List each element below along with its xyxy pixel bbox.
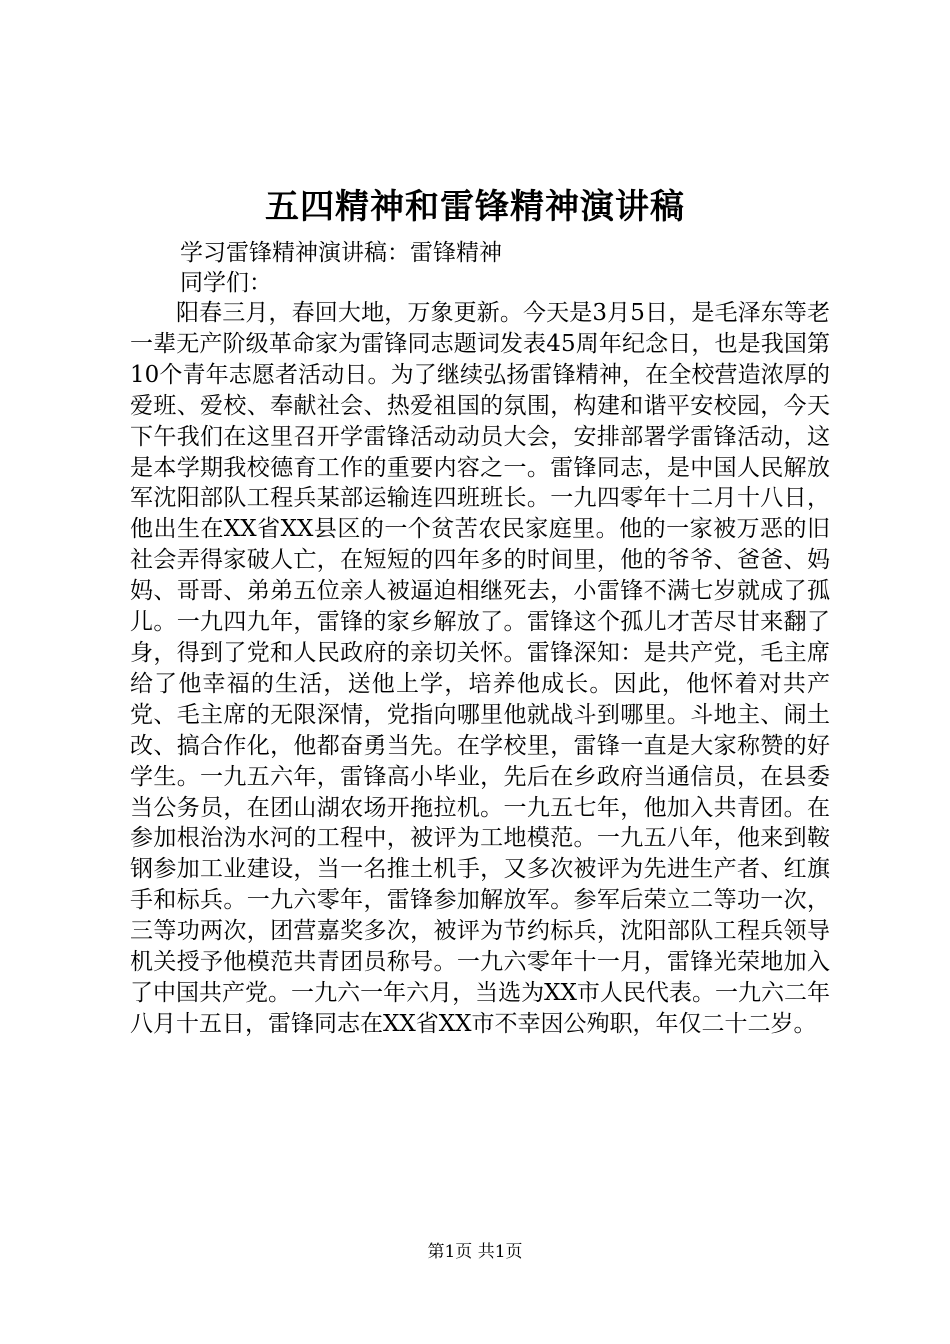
- document-subtitle: 学习雷锋精神演讲稿：雷锋精神: [180, 240, 502, 266]
- document-title: 五四精神和雷锋精神演讲稿: [265, 187, 685, 227]
- page-number-footer: 第1页 共1页: [427, 1242, 523, 1262]
- speech-body-paragraph: 阳春三月，春回大地，万象更新。今天是3月5日，是毛泽东等老一辈无产阶级革命家为雷锋同志题词发表45周年纪念日，也是我国第10个青年志愿者活动日。为了继续弘扬雷锋精神，在全校营造浓厚的爱班、爱校、奉献社会、热爱祖国的氛围，构建和谐平安校园，今天下午我们在这里召开学雷锋活动动员大会，安排部署学雷锋活动，这是本学期我校德育工作的重要内容之一。雷锋同志，是中国人民解放军沈阳部队工程兵某部运输连四班班长。一九四零年十二月十八日，他出生在XX省XX县区的一个贫苦农民家庭里。他的一家被万恶的旧社会弄得家破人亡，在短短的四年多的时间里，他的爷爷、爸爸、妈妈、哥哥、弟弟五位亲人被逼迫相继死去，小雷锋不满七岁就成了孤儿。一九四九年，雷锋的家乡解放了。雷锋这个孤儿才苦尽甘来翻了身，得到了党和人民政府的亲切关怀。雷锋深知：是共产党，毛主席给了他幸福的生活，送他上学，培养他成长。因此，他怀着对共产党、毛主席的无限深情，党指向哪里他就战斗到哪里。斗地主、闹土改、搞合作化，他都奋勇当先。在学校里，雷锋一直是大家称赞的好学生。一九五六年，雷锋高小毕业，先后在乡政府当通信员，在县委当公务员，在团山湖农场开拖拉机。一九五七年，他加入共青团。在参加根治沩水河的工程中，被评为工地模范。一九五八年，他来到鞍钢参加工业建设，当一名推土机手，又多次被评为先进生产者、红旗手和标兵。一九六零年，雷锋参加解放军。参军后荣立二等功一次，三等功两次，团营嘉奖多次，被评为节约标兵，沈阳部队工程兵领导机关授予他模范共青团员称号。一九六零年十一月，雷锋光荣地加入了中国共产党。一九六一年六月，当选为XX市人民代表。一九六二年八月十五日，雷锋同志在XX省XX市不幸因公殉职，年仅二十二岁。: [130, 300, 830, 1037]
- greeting-line: 同学们：: [180, 270, 272, 296]
